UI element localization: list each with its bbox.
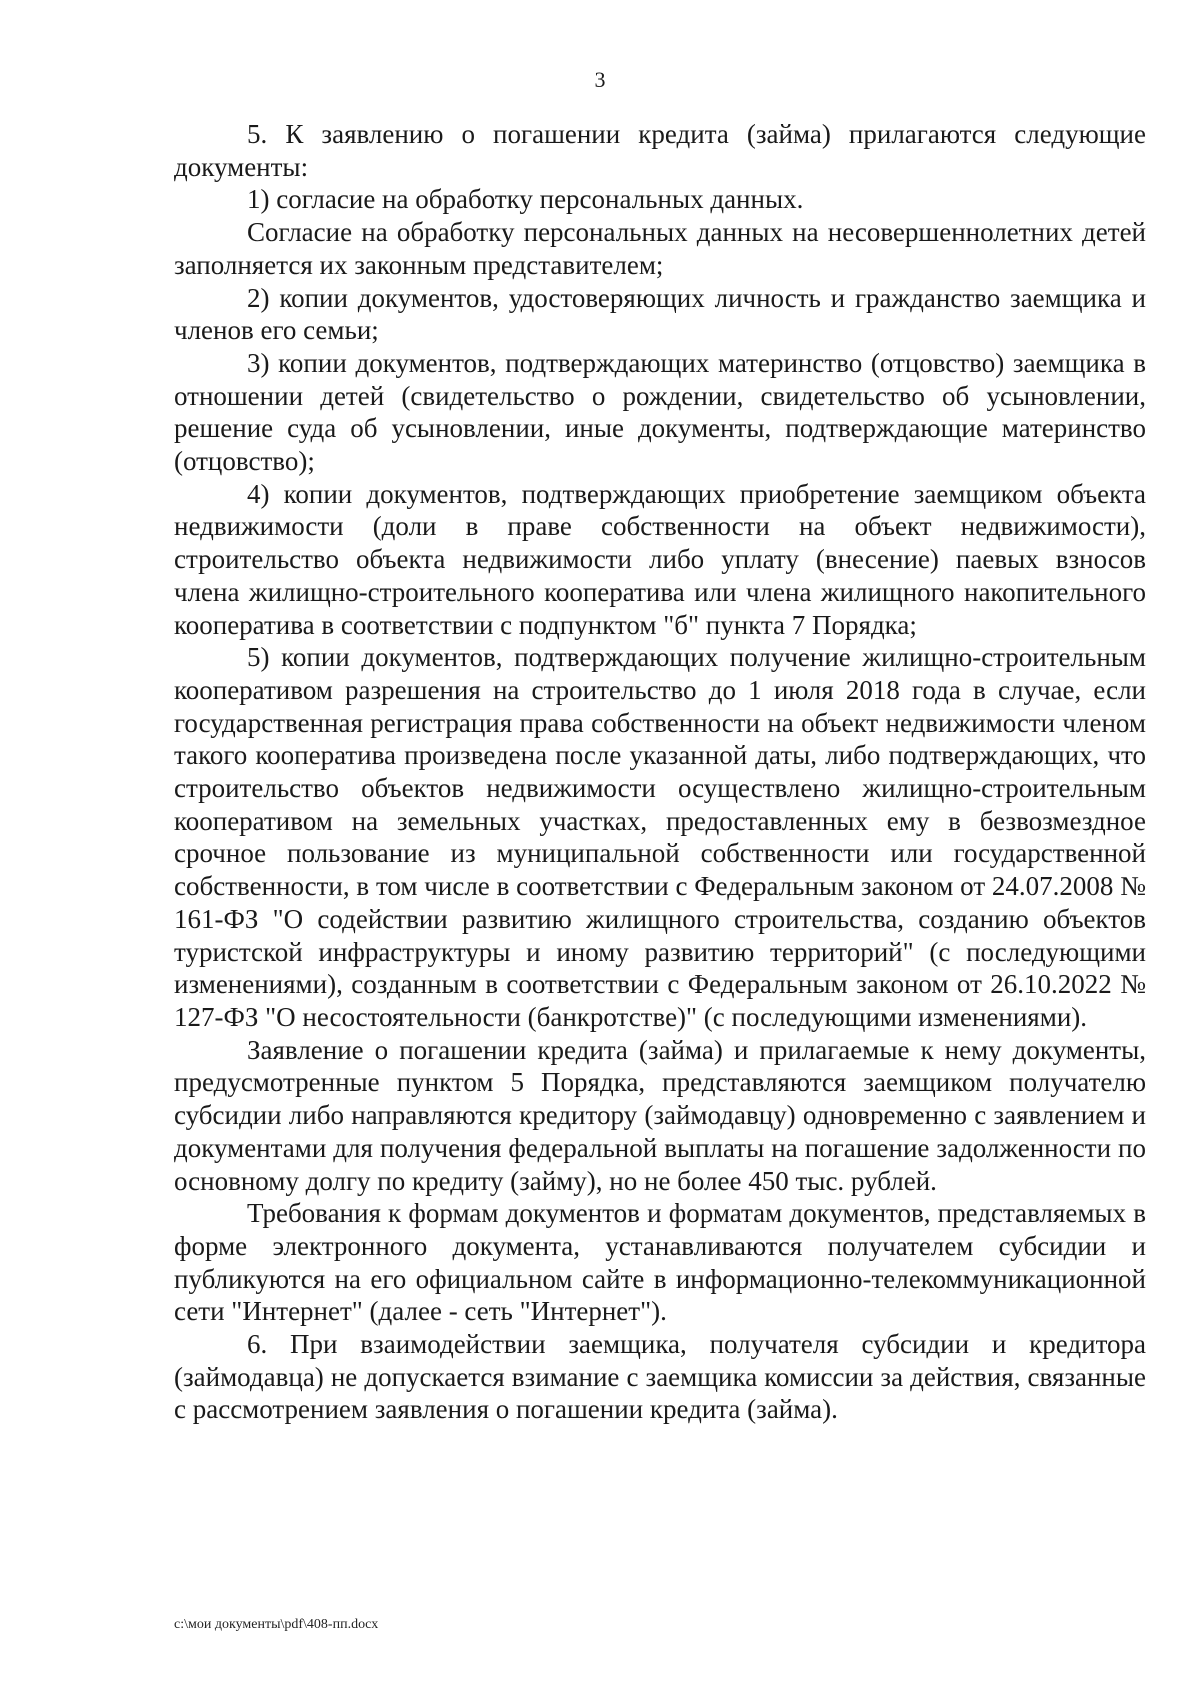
document-body (174, 118, 1146, 1426)
paragraph-item-5: 5. К заявлению о погашении кредита (займа) прилагаются следующие документы: (174, 119, 1146, 182)
paragraph-application-submission: Заявление о погашении кредита (займа) и прилагаемые к нему документы, предусмотренные пунктом 5 Порядка, представляются заемщиком получателю субсидии либо направляются кредитору (займодавцу) одновременно с заявлением и документами для получения федеральной выплаты на погашение задолженности по основному долгу по кредиту (займу), но не более 450 тыс. рублей. (174, 1034, 1146, 1196)
paragraph-subitem-4: 4) копии документов, подтверждающих приобретение заемщиком объекта недвижимости (доли в праве собственности на объект недвижимости), строительство объекта недвижимости либо уплату (внесение) паевых взносов члена жилищно-строительного кооператива или члена жилищного накопительного кооператива в соответствии с подпунктом "б" пункта 7 Порядка; (174, 478, 1146, 640)
footer-file-path: c:\мои документы\pdf\408-пп.docx (174, 1617, 379, 1632)
paragraph-subitem-1: 1) согласие на обработку персональных данных. (247, 184, 804, 215)
page-number: 3 (594, 67, 606, 92)
paragraph-subitem-5: 5) копии документов, подтверждающих получение жилищно-строительным кооперативом разрешения на строительство до 1 июля 2018 года в случае, если государственная регистрация права собственности на объект недвижимости членом такого кооператива произведена после указанной даты, либо подтверждающих, что строительство объектов недвижимости осуществлено жилищно-строительным кооперативом на земельных участках, предоставленных ему в безвозмездное срочное пользование из муниципальной собственности или государственной собственности, в том числе в соответствии с Федеральным законом от 24.07.2008 № 161-ФЗ "О содействии развитию жилищного строительства, созданию объектов туристской инфраструктуры и иному развитию территорий" (с последующими изменениями), созданным в соответствии с Федеральным законом от 26.10.2022 № 127-ФЗ "О несостоятельности (банкротстве)" (с последующими изменениями). (174, 642, 1146, 1032)
paragraph-subitem-2: 2) копии документов, удостоверяющих личность и гражданство заемщика и членов его семьи; (174, 282, 1146, 346)
paragraph-item-6: 6. При взаимодействии заемщика, получателя субсидии и кредитора (займодавца) не допускается взимание с заемщика комиссии за действия, связанные с рассмотрением заявления о погашении кредита (займа). (174, 1329, 1146, 1425)
paragraph-subitem-3: 3) копии документов, подтверждающих материнство (отцовство) заемщика в отношении детей (свидетельство о рождении, свидетельство об усыновлении, решение суда об усыновлении, иные документы, подтверждающие материнство (отцовство); (174, 347, 1146, 477)
paragraph-consent-note: Согласие на обработку персональных данных на несовершеннолетних детей заполняется их законным представителем; (174, 217, 1146, 280)
paragraph-format-requirements: Требования к формам документов и форматам документов, представляемых в форме электронного документа, устанавливаются получателем субсидии и публикуются на его официальном сайте в информационно-телекоммуникационной сети "Интернет" (далее - сеть "Интернет"). (174, 1198, 1146, 1327)
